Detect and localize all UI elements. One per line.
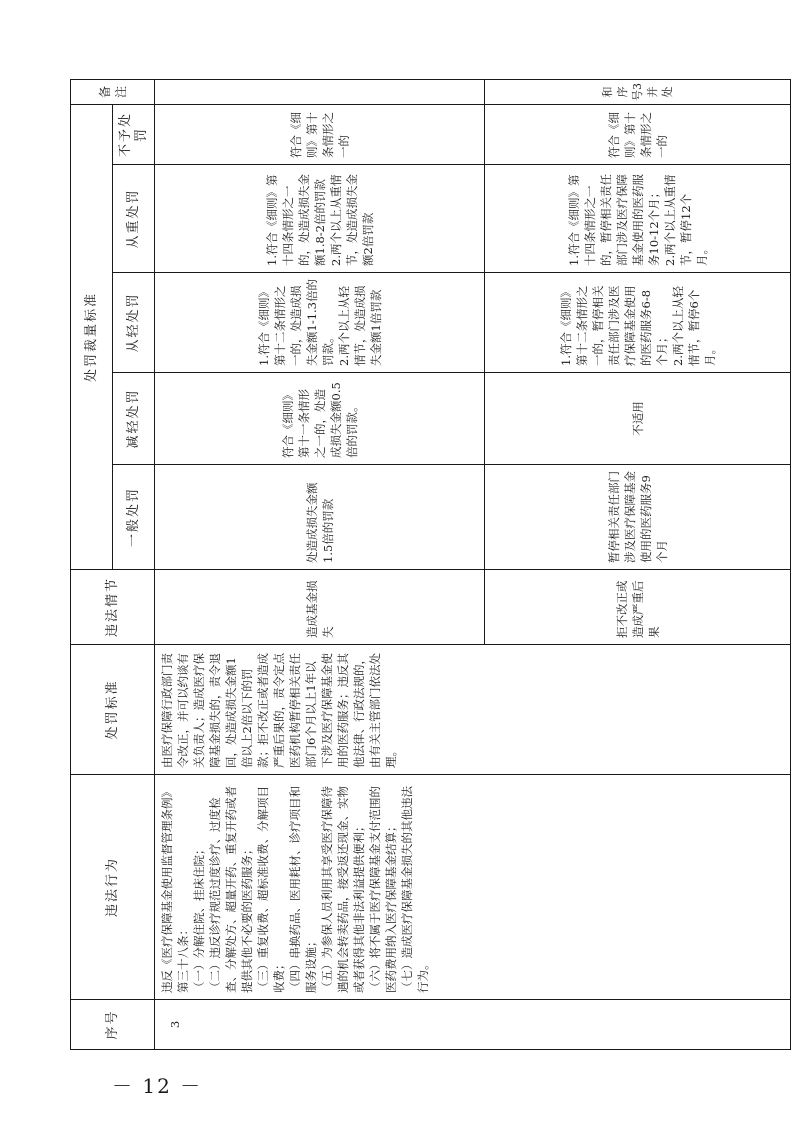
header-seq: 序号	[71, 1000, 155, 1050]
row-remark-3	[155, 79, 485, 104]
heavier-item: 1.符合《细则》第十四条情形之一的，处造成损失金额1.8-2倍的罚款	[264, 174, 327, 266]
row-basis-3: 由医疗保障行政部门责令改正，并可以约谈有关负责人；造成医疗保障基金损失的，责令退回，处造成损失金额1倍以上2倍以下的罚款；拒不改正或者造成严重后果的，责令定点医药机构暂停相关责任部门6个月以上1年以下涉及医疗保障基金使用的医药服务；违反其他法律、行政法规的，由有关主管部门依法处理。	[155, 645, 791, 775]
row-lighter-4	[485, 273, 791, 373]
row-none-3: 符合《细则》第十条情形之一的	[155, 104, 485, 164]
row-mitigated-3: 符合《细则》第十一条情形之一的，处造成损失金额0.5倍的罚款。	[155, 373, 485, 465]
header-heavier: 从重处罚	[113, 165, 155, 273]
lighter-item: 1.符合《细则》第十二条情形之一的，处造成损失金额1-1.3倍的罚款。	[256, 279, 335, 366]
row-heavier-4	[485, 165, 791, 273]
heavier-item: 2.两个以上从重情节，处造成损失金额2倍罚款	[328, 174, 375, 266]
row-lighter-3	[155, 273, 485, 373]
act-line: （一）分解住院、挂床住院；	[192, 843, 206, 993]
header-none: 不予处罚	[113, 104, 155, 164]
act-line: （四）串换药品、医用耗材、诊疗项目和服务设施；	[288, 786, 318, 993]
row-remark-4: 和序号3并处	[485, 79, 791, 104]
row-general-3: 处造成损失金额1.5倍的罚款	[155, 465, 485, 570]
header-act: 违法行为	[71, 775, 155, 1000]
act-line: （二）违反诊疗规范过度诊疗、过度检查、分解处方、超量开药、重复开药或者提供其他不必要的医药服务；	[208, 786, 254, 993]
header-basis: 处罚标准	[71, 645, 155, 775]
header-standard-group: 处罚裁量标准	[71, 104, 113, 569]
act-line: （三）重复收费、超标准收费、分解项目收费；	[256, 786, 286, 993]
header-circumstance: 违法情节	[71, 570, 155, 645]
row-circumstance-3: 造成基金损失	[155, 570, 485, 645]
row-general-4: 暂停相关责任部门涉及医疗保障基金使用的医药服务9个月	[485, 465, 791, 570]
header-lighter: 从轻处罚	[113, 273, 155, 373]
penalty-table-rotated	[70, 80, 790, 1050]
header-general: 一般处罚	[113, 465, 155, 570]
lighter-item: 1.符合《细则》第十二条情形之一的，暂停相关责任部门涉及医疗保障基金使用的医药服务6-8个月；	[558, 285, 669, 366]
heavier-item: 1.符合《细则》第十四条情形之一的，暂停相关责任部门涉及医疗保障基金使用的医药服务10-12个月；	[566, 174, 661, 266]
act-line: （七）造成医疗保障基金损失的其他违法行为。	[400, 786, 430, 993]
penalty-discretion-table	[70, 79, 791, 1050]
row-circumstance-4: 拒不改正或造成严重后果	[485, 570, 791, 645]
lighter-item: 2.两个以上从轻情节，暂停6个月。	[670, 286, 717, 366]
lighter-item: 2.两个以上从轻情节，处造成损失金额1倍罚款	[336, 285, 383, 366]
row-act-3	[155, 775, 791, 1000]
act-line: （六）将不属于医疗保障基金支付范围的医药费用纳入医疗保障基金结算；	[368, 786, 398, 993]
page-number: － 12 －	[112, 1074, 203, 1098]
table-row	[155, 79, 485, 1049]
header-remark: 备注	[71, 79, 155, 104]
row-mitigated-4: 不适用	[485, 373, 791, 465]
act-line: （五）为参保人员利用其享受医疗保障待遇的机会转卖药品，接受返还现金、实物或者获得其他非法利益提供便利；	[320, 786, 366, 993]
row-seq-3: 3	[155, 1000, 791, 1050]
row-heavier-3	[155, 165, 485, 273]
act-line: 违反《医疗保障基金使用监督管理条例》第三十八条：	[160, 786, 190, 993]
header-mitigated: 减轻处罚	[113, 373, 155, 465]
heavier-item: 2.两个以上从重情节，暂停12个月。	[662, 174, 709, 266]
row-none-4: 符合《细则》第十条情形之一的	[485, 104, 791, 164]
